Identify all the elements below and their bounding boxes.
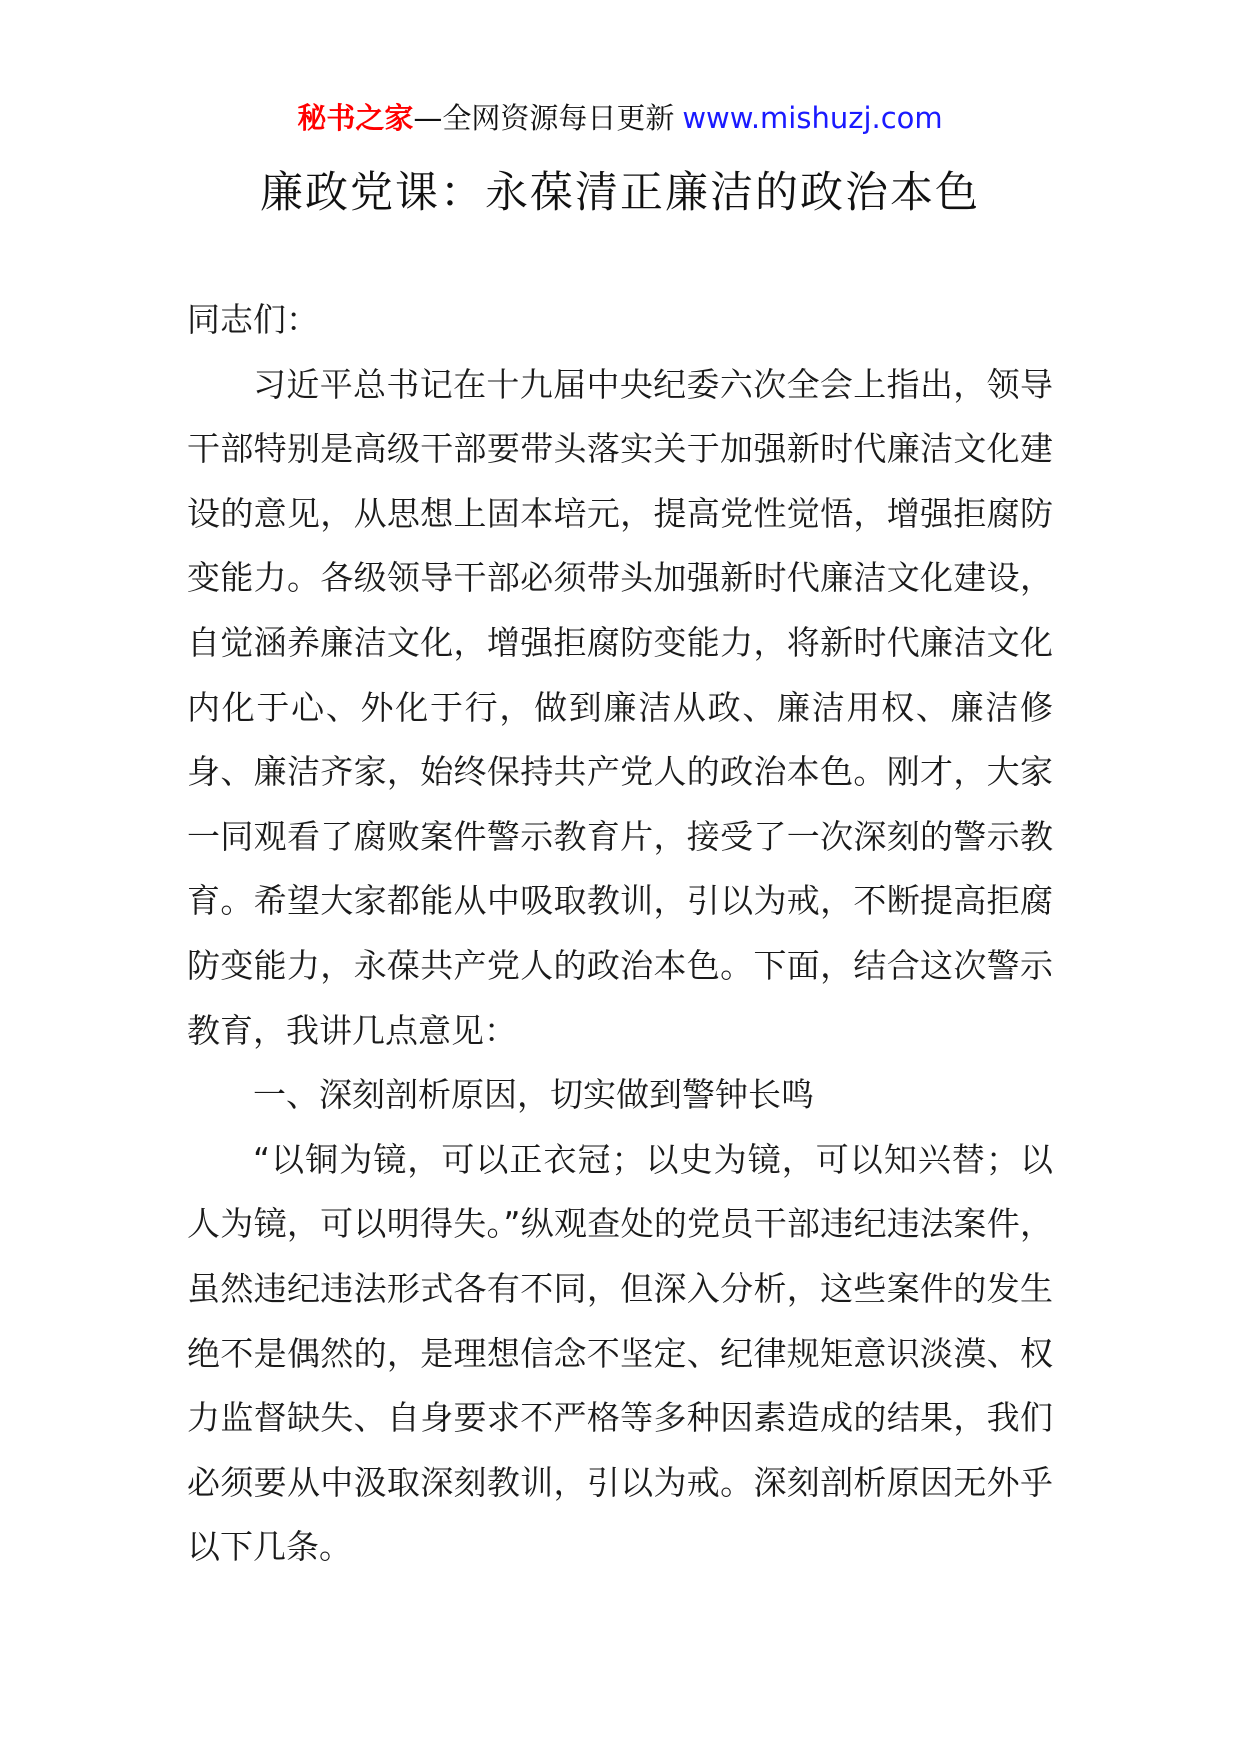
site-url-link[interactable]: www.mishuzj.com (682, 101, 943, 135)
greeting: 同志们： (187, 300, 319, 339)
header-slogan: —全网资源每日更新 (413, 101, 675, 135)
document-body (187, 288, 1053, 1580)
brand-name: 秘书之家 (297, 101, 414, 135)
paragraph-intro: 习近平总书记在十九届中央纪委六次全会上指出，领导干部特别是高级干部要带头落实关于加强新时代廉洁文化建设的意见，从思想上固本培元，提高党性觉悟，增强拒腐防变能力。各级领导干部必须带头加强新时代廉洁文化建设，自觉涵养廉洁文化，增强拒腐防变能力，将新时代廉洁文化内化于心、外化于行，做到廉洁从政、廉洁用权、廉洁修身、廉洁齐家，始终保持共产党人的政治本色。刚才，大家一同观看了腐败案件警示教育片，接受了一次深刻的警示教育。希望大家都能从中吸取教训，引以为戒，不断提高拒腐防变能力，永葆共产党人的政治本色。下面，结合这次警示教育，我讲几点意见： (187, 364, 1053, 1050)
document-title: 廉政党课：永葆清正廉洁的政治本色 (260, 168, 980, 218)
section-heading: 一、深刻剖析原因，切实做到警钟长鸣 (253, 1075, 814, 1115)
paragraph-analysis: “以铜为镜，可以正衣冠；以史为镜，可以知兴替；以人为镜，可以明得失。”纵观查处的党员干部违纪违法案件，虽然违纪违法形式各有不同，但深入分析，这些案件的发生绝不是偶然的，是理想信念不坚定、纪律规矩意识淡漠、权力监督缺失、自身要求不严格等多种因素造成的结果，我们必须要从中汲取深刻教训，引以为戒。深刻剖析原因无外乎以下几条。 (187, 1139, 1053, 1567)
site-header (0, 98, 1240, 138)
